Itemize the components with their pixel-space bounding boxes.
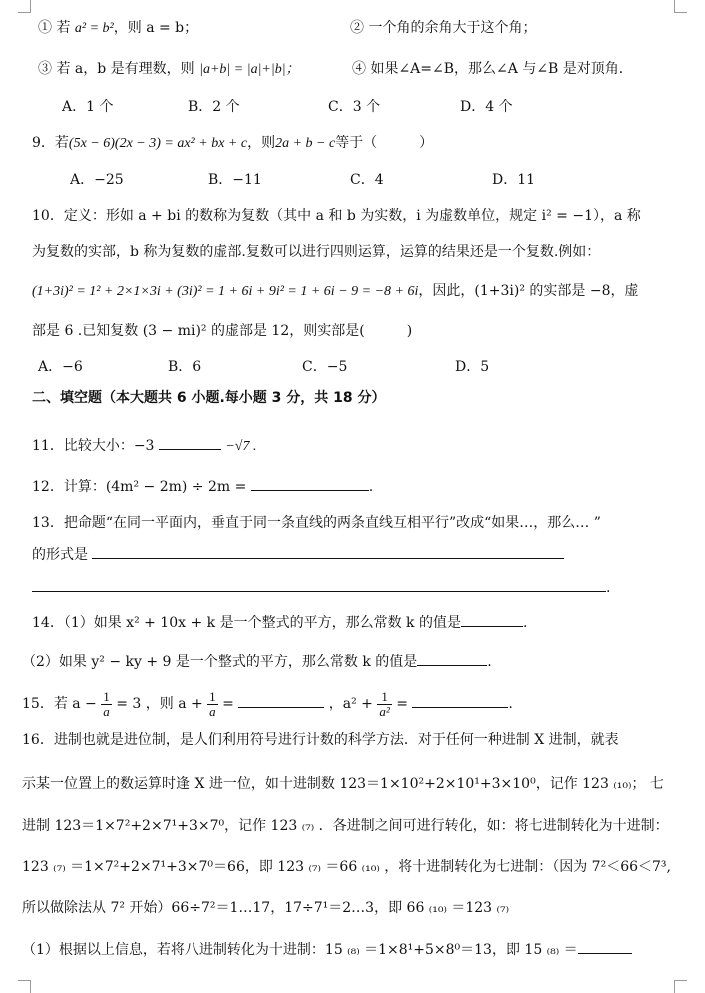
q10-option-c: C．−5 — [302, 359, 348, 375]
answer-blank[interactable] — [32, 579, 606, 592]
answer-blank[interactable] — [578, 941, 632, 954]
q16-line-5: 所以做除法从 7² 开始）66÷7²＝1…17，17÷7¹＝2…3，即 66 ₍₁₀₎ ＝123 ₍₇₎ — [22, 900, 510, 916]
q10-option-d: D．5 — [455, 359, 490, 375]
q9-option-c: C．4 — [350, 172, 384, 188]
q16-line-4: 123 ₍₇₎ ＝1×7²+2×7¹+3×7⁰＝66，即 123 ₍₇₎ ＝66 ₍₁₀₎ ，将十进制转化为七进制：（因为 7²＜66＜7³, — [22, 859, 671, 875]
answer-blank[interactable] — [238, 695, 324, 708]
q8-statement-4: ④ 如果∠A=∠B，那么∠A 与∠B 是对顶角． — [352, 61, 633, 77]
q9-stem: 9．若(5x − 6)(2x − 3) = ax² + bx + c，则2a + b − c等于（ ） — [32, 135, 434, 151]
page-corner-mark — [18, 980, 31, 993]
q15-stem: 15．若 a − $\frac{1}{a}$ = 3 ，则 a + $\frac{1}{a}$ = ，a² + $\frac{1}{\text{a²}}$ = . — [22, 688, 513, 719]
fraction: $\frac{1}{\text{a²}}$ — [379, 688, 390, 719]
q8-statement-1: ① 若 a² = b²，则 a = b； — [38, 20, 199, 36]
q12-stem: 12．计算：(4m² − 2m) ÷ 2m = . — [32, 479, 374, 495]
section-2-title: 二、填空题（本大题共 6 小题.每小题 3 分，共 18 分） — [32, 390, 386, 406]
q13-line-2: 的形式是 — [32, 545, 564, 565]
q8-statement-2: ② 一个角的余角大于这个角； — [350, 20, 537, 36]
answer-blank[interactable] — [92, 546, 564, 559]
q9-option-a: A．−25 — [70, 172, 124, 188]
q10-line-1: 10．定义：形如 a + bi 的数称为复数（其中 a 和 b 为实数，i 为虚数单位，规定 i² = −1），a 称 — [32, 208, 641, 224]
q13-line-3: . — [32, 578, 610, 598]
q8-option-a: A．1 个 — [62, 99, 114, 115]
q10-line-2: 为复数的实部，b 称为复数的虚部.复数可以进行四则运算，运算的结果还是一个复数.例如： — [32, 244, 601, 260]
answer-blank[interactable] — [461, 614, 523, 627]
q10-line-4: 部是 6 .已知复数 (3 − mi)² 的虚部是 12，则实部是( ) — [32, 323, 413, 339]
q8-statement-3: ③ 若 a，b 是有理数，则 |a+b| = |a|+|b|； — [38, 61, 300, 77]
q10-line-3: (1+3i)² = 1² + 2×1×3i + (3i)² = 1 + 6i + 9i² = 1 + 6i − 9 = −8 + 6i，因此，(1+3i)² 的实部是 −8，虚 — [32, 283, 639, 299]
q14-part-1: 14．（1）如果 x² + 10x + k 是一个整式的平方，那么常数 k 的值是 . — [32, 615, 528, 631]
q8-option-b: B．2 个 — [188, 99, 240, 115]
q16-line-2: 示某一位置上的数运算时逢 X 进一位，如十进制数 123＝1×10²+2×10¹+3×10⁰，记作 123 ₍₁₀₎； 七 — [22, 776, 664, 792]
q16-line-1: 16．进制也就是进位制，是人们利用符号进行计数的科学方法．对于任何一种进制 X 进制，就表 — [22, 732, 619, 748]
q16-part-1: （1）根据以上信息，若将八进制转化为十进制：15 ₍₈₎ ＝1×8¹+5×8⁰＝13，即 15 ₍₈₎ ＝ — [22, 940, 632, 960]
q11-stem: 11．比较大小：−3 −√7 . — [32, 438, 257, 454]
page-corner-mark — [674, 0, 687, 13]
q9-option-d: D．11 — [492, 172, 536, 188]
answer-blank[interactable] — [251, 478, 369, 491]
page-corner-mark — [18, 0, 31, 13]
answer-blank[interactable] — [159, 437, 221, 450]
answer-blank[interactable] — [412, 695, 508, 708]
q16-line-3: 进制 123＝1×7²+2×7¹+3×7⁰，记作 123 ₍₇₎ ．各进制之间可进行转化，如：将七进制转化为十进制： — [22, 818, 669, 834]
q9-option-b: B．−11 — [208, 172, 262, 188]
q14-part-2: （2）如果 y² − ky + 9 是一个整式的平方，那么常数 k 的值是 . — [22, 654, 492, 670]
q13-line-1: 13．把命题“在同一平面内，垂直于同一条直线的两条直线互相平行”改成“如果…，那么… ” — [32, 515, 601, 531]
fraction: $\frac{1}{a}$ — [209, 688, 216, 719]
answer-blank[interactable] — [417, 653, 487, 666]
q10-option-b: B．6 — [168, 359, 202, 375]
page-corner-mark — [674, 980, 687, 993]
q10-option-a: A．−6 — [38, 359, 83, 375]
q8-option-c: C．3 个 — [328, 99, 381, 115]
fraction: $\frac{1}{a}$ — [103, 688, 110, 719]
q8-option-d: D．4 个 — [460, 99, 513, 115]
